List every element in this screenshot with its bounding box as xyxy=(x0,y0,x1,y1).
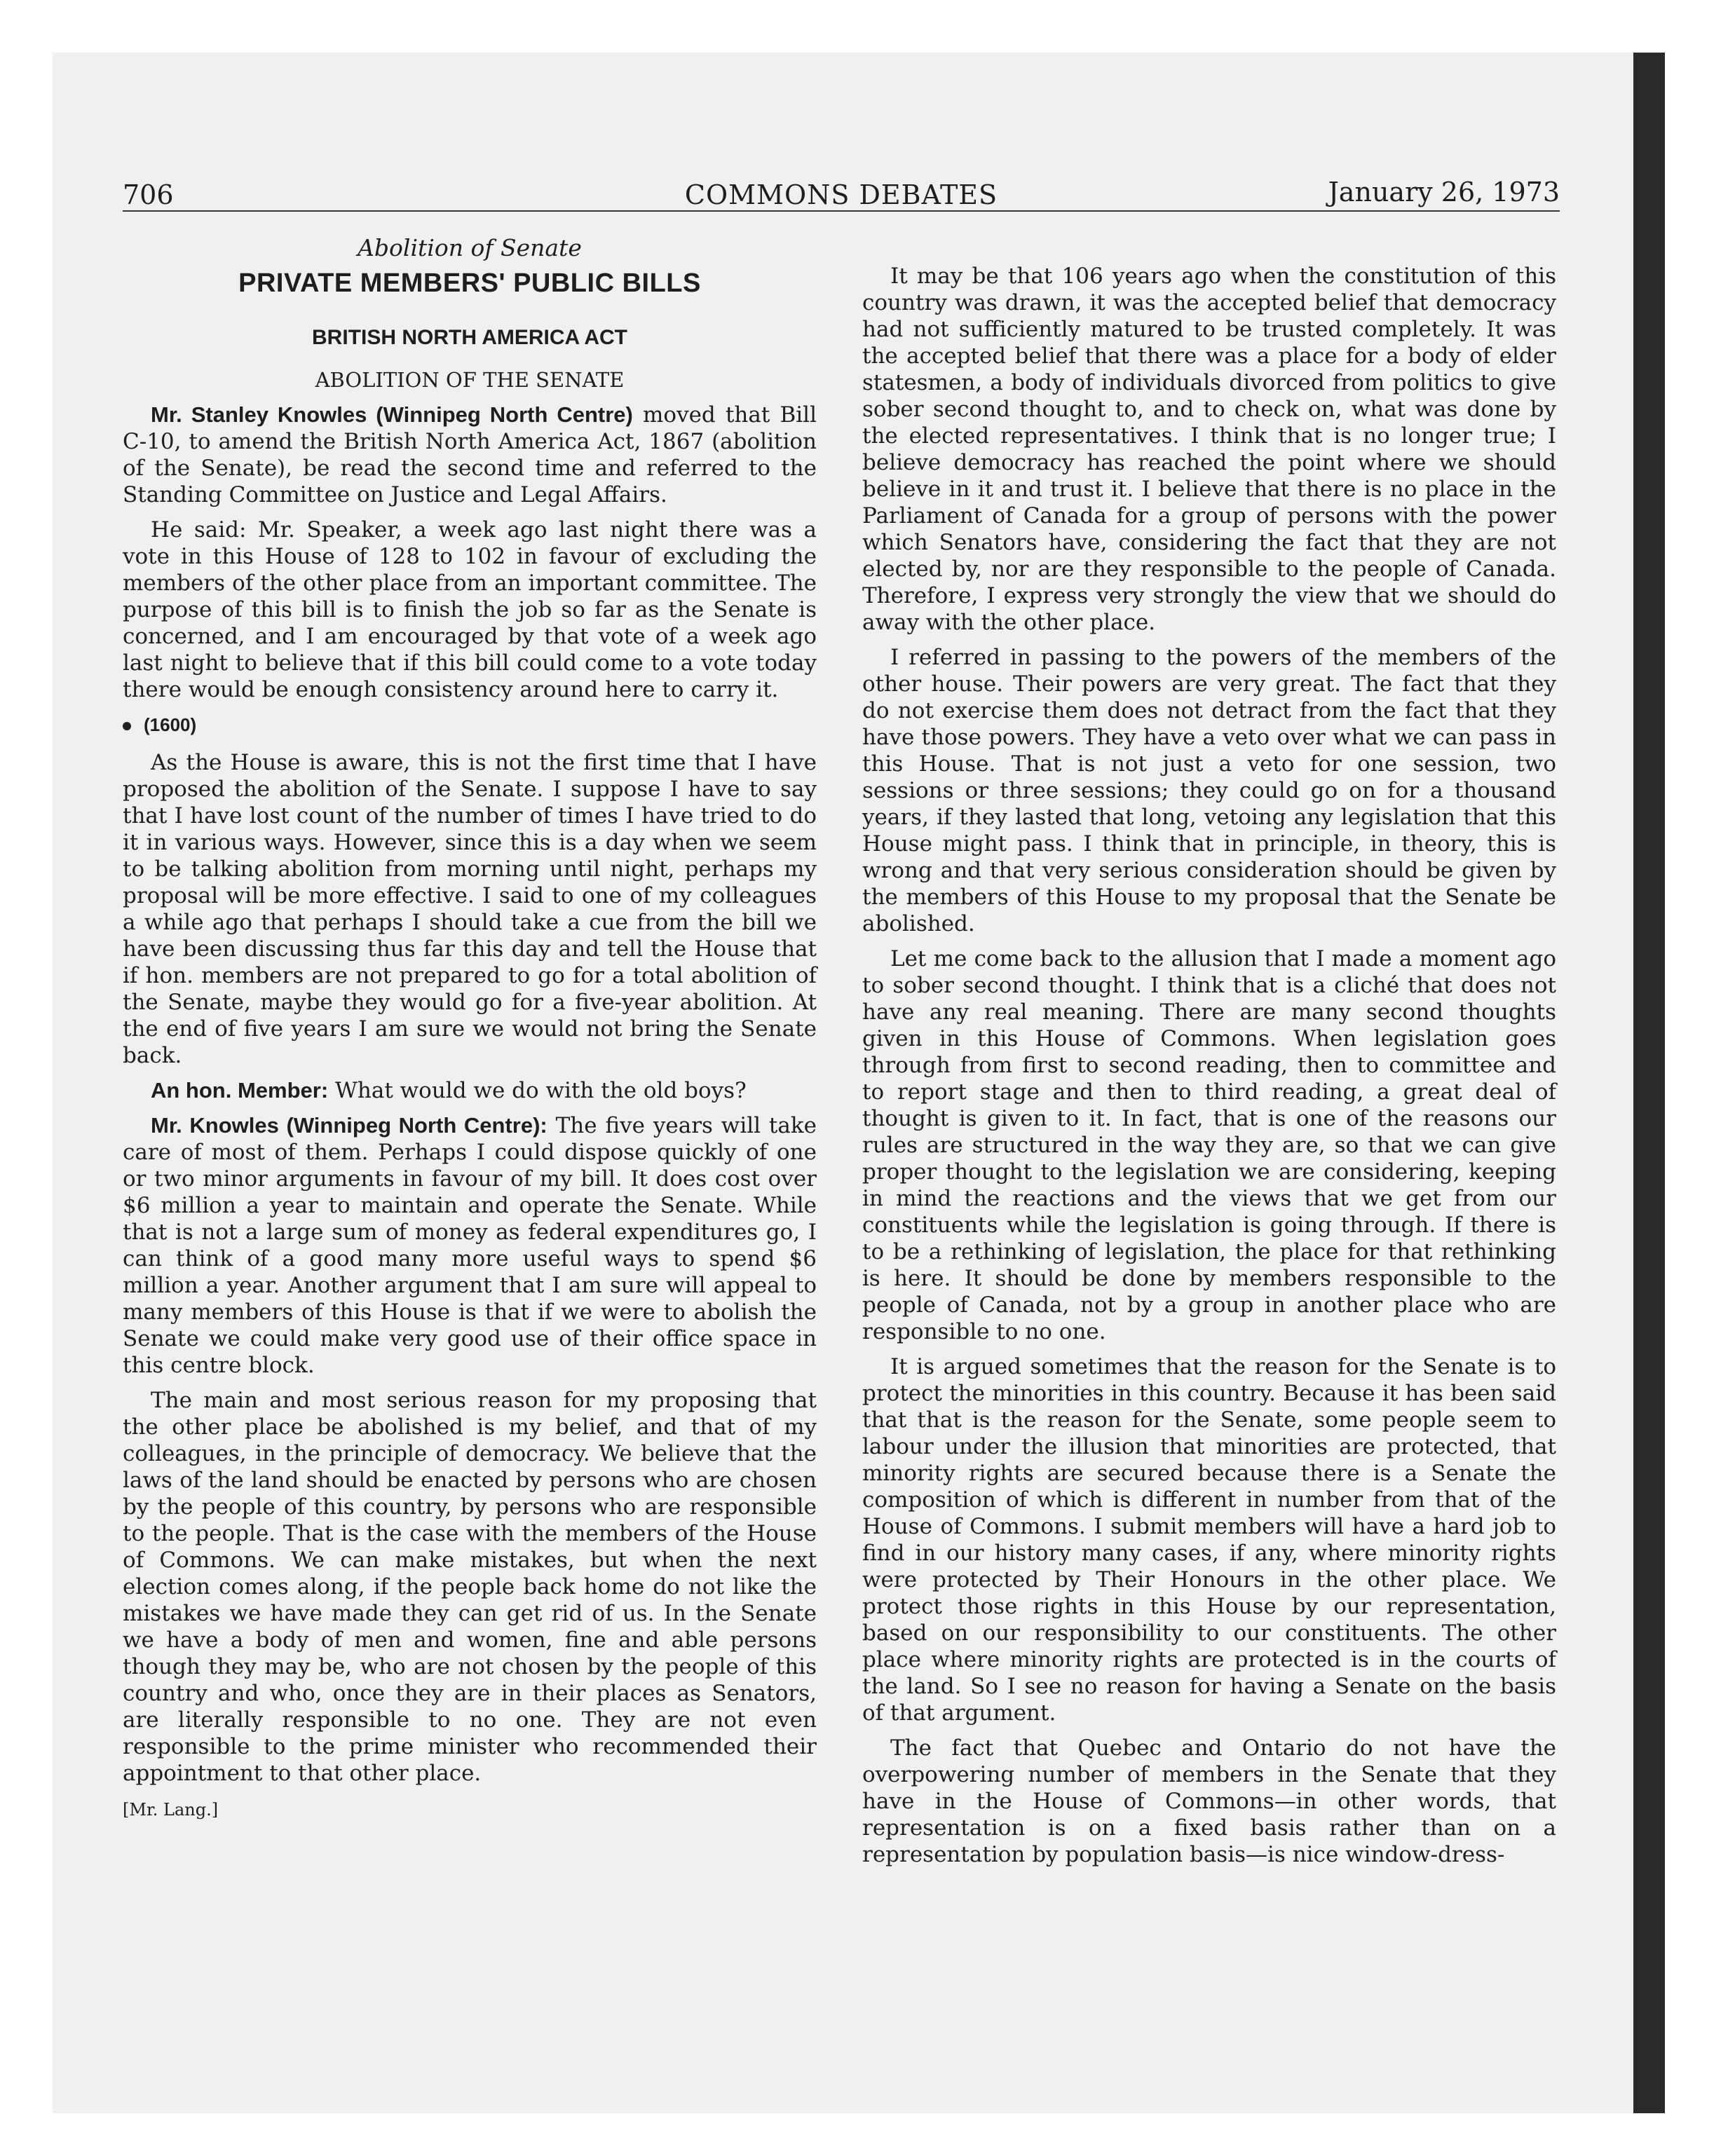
section-title: PRIVATE MEMBERS' PUBLIC BILLS xyxy=(238,268,701,298)
time-marker-text: (1600) xyxy=(144,714,197,735)
paragraph-reply xyxy=(123,1112,817,1379)
paragraph: Let me come back to the allusion that I made a moment ago to sober second thought. I think that is a cliché that does not have any real meaning. There are many second thoughts given in this House of Commons. When legislation goes through from first to second reading, then to committee and to report stage and then to third reading, a great deal of thought is given to it. In fact, that is one of the reasons our rules are structured in the way they are, so that we can give proper thought to the legislation we are considering, keeping in mind the reactions and the views that we get from our constituents while the legislation is going through. If there is to be a rethinking of legislation, the place for that rethinking is here. It should be done by members responsible to the people of Canada, not by a group in another place who are responsible to no one. xyxy=(862,946,1556,1344)
speaker-name: Mr. Knowles (Winnipeg North Centre): xyxy=(151,1113,547,1138)
page-number: 706 xyxy=(123,179,174,210)
document-page xyxy=(123,172,1560,2057)
paragraph: The fact that Quebec and Ontario do not have the overpowering number of members in the Senate that they have in the House of Commons—in other words, that representation is on a fixed basis rather than on a representation by population basis—is nice window-dress- xyxy=(862,1735,1556,1867)
publication-title: COMMONS DEBATES xyxy=(684,179,998,210)
paragraph: I referred in passing to the powers of the members of the other house. Their powers are very great. The fact that they do not exercise them does not detract from the fact that they have those powers. They have a veto over what we can pass in this House. That is not just a veto for one session, two sessions or three sessions; they could go on for a thousand years, if they lasted that long, vetoing any legislation that this House might pass. I think that in principle, in theory, this is wrong and that very serious consideration should be given by the members of this House to my proposal that the Senate be abolished. xyxy=(862,645,1556,936)
footnote: [Mr. Lang.] xyxy=(123,1800,219,1820)
paragraph-text: moved that Bill C-10, to amend the British North America Act, 1867 (abolition of the Senate), be read the second time and referred to the Standing Committee on Justice and Legal Affairs. xyxy=(123,402,817,507)
paragraph: It may be that 106 years ago when the constitution of this country was drawn, it was the accepted belief that democracy had not sufficiently matured to be trusted completely. It was the accepted belief that there was a place for a body of elder statesmen, a body of individuals divorced from politics to give sober second thought to, and to check on, what was done by the elected representatives. I think that is no longer true; I believe democracy has reached the point where we should believe in it and trust it. I believe that there is no place in the Parliament of Canada for a group of persons with the power which Senators have, considering the fact that they are not elected by, nor are they responsible to the people of Canada. Therefore, I express very strongly the view that we should do away with the other place. xyxy=(862,264,1556,635)
paragraph: As the House is aware, this is not the first time that I have proposed the abolition of the Senate. I suppose I have to say that I have lost count of the number of times I have tried to do it in various ways. However, since this is a day when we seem to be talking abolition from morning until night, perhaps my proposal will be more effective. I said to one of my colleagues a while ago that perhaps I should take a cue from the bill we have been discussing thus far this day and tell the House that if hon. members are not prepared to go for a total abolition of the Senate, maybe they would go for a five-year abolition. At the end of five years I am sure we would not bring the Senate back. xyxy=(123,750,817,1068)
right-column xyxy=(862,263,1556,1876)
paragraph-interjection xyxy=(123,1077,817,1104)
header-date: January 26, 1973 xyxy=(1328,177,1560,207)
running-head: Abolition of Senate xyxy=(358,234,582,261)
speaker-name: Mr. Stanley Knowles (Winnipeg North Centre) xyxy=(151,402,633,427)
scan-edge-shadow xyxy=(1633,53,1665,2113)
bill-title: BRITISH NORTH AMERICA ACT xyxy=(312,326,627,349)
time-marker xyxy=(123,711,817,738)
page-header xyxy=(123,172,1560,212)
paragraph: The main and most serious reason for my proposing that the other place be abolished is my belief, and that of my colleagues, in the principle of democracy. We believe that the laws of the land should be enacted by persons who are chosen by the people of this country, by persons who are responsible to the people. That is the case with the members of the House of Commons. We can make mistakes, but when the next election comes along, if the people back home do not like the mistakes we have made they can get rid of us. In the Senate we have a body of men and women, fine and able persons though they may be, who are not chosen by the people of this country and who, once they are in their places as Senators, are literally responsible to no one. They are not even responsible to the prime minister who recommended their appointment to that other place. xyxy=(123,1388,817,1786)
paragraph: He said: Mr. Speaker, a week ago last night there was a vote in this House of 128 to 102 in favour of excluding the members of the other place from an important committee. The purpose of this bill is to finish the job so far as the Senate is concerned, and I am encouraged by that vote of a week ago last night to believe that if this bill could come to a vote today there would be enough consistency around here to carry it. xyxy=(123,517,817,702)
speaker-name: An hon. Member: xyxy=(151,1078,329,1103)
paragraph-text: What would we do with the old boys? xyxy=(328,1078,747,1103)
paragraph-motion xyxy=(123,402,817,508)
paragraph: It is argued sometimes that the reason for the Senate is to protect the minorities in this country. Because it has been said that that is the reason for the Senate, some people seem to labour under the illusion that minorities are protected, that minority rights are secured because there is a Senate the composition of which is different in number from that of the House of Commons. I submit members will have a hard job to find in our history many cases, if any, where minority rights were protected by Their Honours in the other place. We protect those rights in this House by our representation, based on our responsibility to our constituents. The other place where minority rights are protected is in the courts of the land. So I see no reason for having a Senate on the basis of that argument. xyxy=(862,1354,1556,1726)
bullet-icon xyxy=(123,722,131,730)
paragraph-text: The five years will take care of most of them. Perhaps I could dispose quickly of one or two minor arguments in favour of my bill. It does cost over $6 million a year to maintain and operate the Senate. While that is not a large sum of money as federal expenditures go, I can think of a good many more useful ways to spend $6 million a year. Another argument that I am sure will appeal to many members of this House is that if we were to abolish the Senate we could make very good use of their office space in this centre block. xyxy=(123,1113,817,1378)
bill-subject: ABOLITION OF THE SENATE xyxy=(315,368,625,392)
left-column xyxy=(123,235,817,1823)
